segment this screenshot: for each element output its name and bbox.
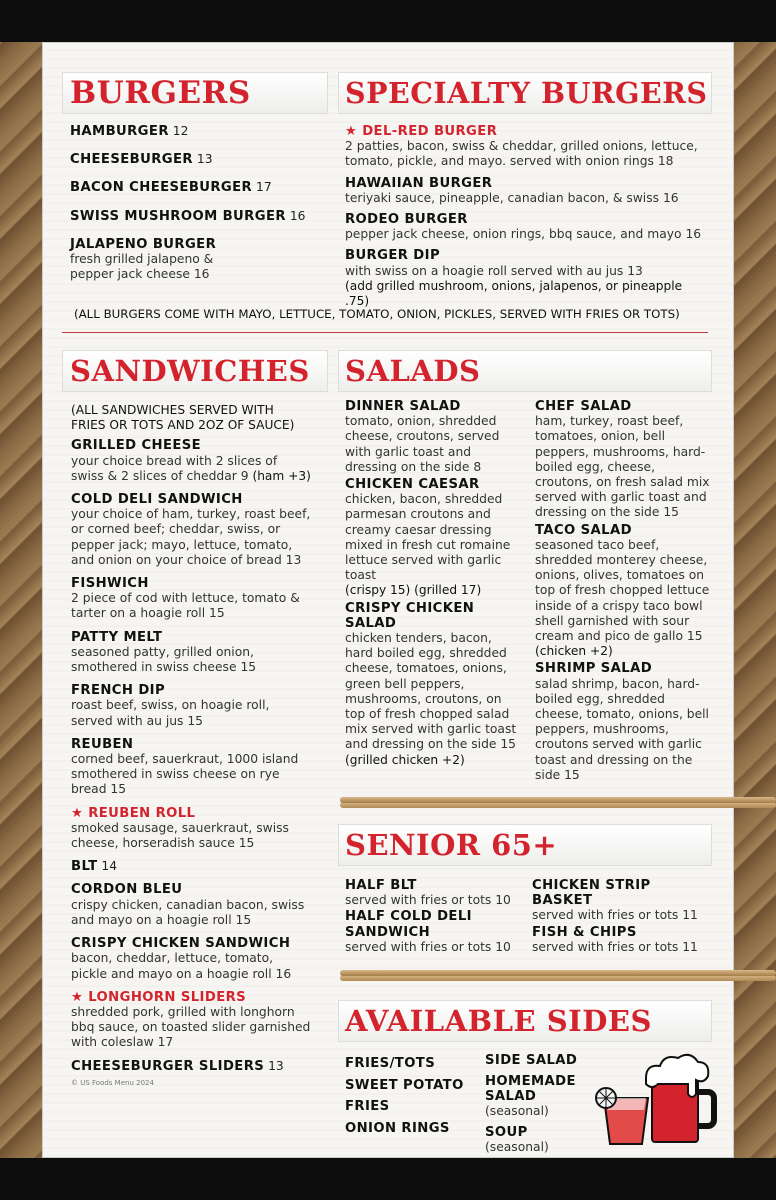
menu-item-name: CRISPY CHICKEN SALAD	[345, 600, 475, 631]
menu-item-desc: your choice of ham, turkey, roast beef, or corned beef; cheddar, swiss, or pepper jack; mayo, lettuce, tomato, and onion on your choice of bread 13	[71, 507, 311, 567]
menu-item-desc: chicken tenders, bacon, hard boiled egg, shredded cheese, tomatoes, onions, green bell peppers, mushrooms, croutons, on top of fresh chopped salad mix served with garlic toast and dressing on the side 15	[345, 631, 517, 752]
sides-right-list	[485, 1053, 595, 1156]
menu-item-name: SWISS MUSHROOM BURGER	[70, 208, 286, 224]
menu-item-name: CHICKEN CAESAR	[345, 477, 480, 493]
menu-item-name: PATTY MELT	[71, 629, 163, 645]
menu-item-desc: crispy chicken, canadian bacon, swiss and mayo on a hoagie roll 15	[71, 897, 305, 927]
menu-item-note: (add grilled mushroom, onions, jalapenos, or pineapple .75)	[345, 278, 683, 309]
salads-title: SALADS	[345, 354, 481, 388]
menu-item-name: HAWAIIAN BURGER	[345, 175, 493, 191]
menu-item-desc: with swiss on a hoagie roll served with au jus 13	[345, 263, 643, 278]
side-item: HOMEMADE SALAD	[485, 1074, 576, 1104]
menu-item-name: TACO SALAD	[535, 522, 632, 538]
side-item: SWEET POTATO FRIES	[345, 1077, 464, 1114]
senior-left-list	[345, 878, 525, 955]
menu-item-name: BLT	[71, 859, 98, 875]
menu-item-desc: served with fries or tots 11	[532, 939, 698, 954]
menu-item-name: COLD DELI SANDWICH	[71, 492, 243, 508]
menu-item-desc: seasoned patty, grilled onion, smothered in swiss cheese 15	[71, 644, 257, 675]
menu-item-name: FISH & CHIPS	[532, 924, 637, 940]
menu-item-name: ★ LONGHORN SLIDERS	[71, 989, 247, 1005]
side-item: SOUP	[485, 1125, 528, 1141]
menu-item-desc: pepper jack cheese, onion rings, bbq sauce, and mayo 16	[345, 227, 702, 242]
copyright: © US Foods Menu 2024	[71, 1078, 154, 1087]
menu-item-desc: teriyaki sauce, pineapple, canadian bacon, & swiss 16	[345, 190, 679, 205]
menu-item-desc: fresh grilled jalapeno &	[70, 252, 214, 267]
side-item: SIDE SALAD	[485, 1053, 578, 1068]
menu-item-name: ★ DEL-RED BURGER	[345, 124, 498, 139]
menu-item-name: SHRIMP SALAD	[535, 661, 653, 677]
menu-item-desc: your choice bread with 2 slices of swiss & 2 slices of cheddar 9	[71, 453, 278, 483]
bottom-border	[0, 1158, 776, 1200]
beer-mug-icon	[646, 1055, 714, 1142]
menu-item-name: CHEF SALAD	[535, 399, 632, 414]
menu-item-desc: served with fries or tots 11	[532, 908, 698, 923]
menu-item-desc: salad shrimp, bacon, hard-boiled egg, shredded cheese, tomato, onions, bell peppers, mushrooms, croutons served with garlic toast and dressing on the side 15	[535, 676, 709, 782]
sandwiches-title: SANDWICHES	[70, 354, 310, 388]
side-item: ONION RINGS	[345, 1120, 450, 1136]
burgers-title: BURGERS	[70, 75, 251, 111]
menu-item-name: CHEESEBURGER SLIDERS	[71, 1058, 265, 1074]
menu-item-name: BACON CHEESEBURGER	[70, 180, 253, 196]
section-divider	[62, 332, 708, 333]
menu-item-desc: shredded pork, grilled with longhorn bbq sauce, on toasted slider garnished with coleslaw 17	[71, 1004, 311, 1050]
menu-item-desc: ham, turkey, roast beef, tomatoes, onion, bell peppers, mushrooms, hard-boiled egg, cheese, croutons, on fresh salad mix served with garlic toast and dressing on the side 15	[535, 414, 710, 520]
menu-item-note: (crispy 15) (grilled 17)	[345, 583, 482, 598]
menu-item-note: (ham +3)	[252, 468, 311, 483]
menu-item-desc: chicken, bacon, shredded parmesan croutons and creamy caesar dressing mixed in fresh cut romaine lettuce served with garlic toast	[345, 492, 511, 583]
side-item-note: (seasonal)	[485, 1104, 549, 1118]
menu-item-name: CHEESEBURGER	[70, 152, 193, 168]
drinks-illustration	[594, 1052, 718, 1148]
menu-item-price: 17	[256, 180, 272, 195]
menu-item-price: 16	[289, 208, 306, 223]
menu-item-desc: bacon, cheddar, lettuce, tomato, pickle and mayo on a hoagie roll 16	[71, 951, 292, 981]
menu-item-desc: 2 piece of cod with lettuce, tomato & tarter on a hoagie roll 15	[71, 591, 300, 621]
menu-item-desc: smoked sausage, sauerkraut, swiss cheese, horseradish sauce 15	[71, 820, 289, 851]
specialty-list	[345, 124, 705, 309]
chopsticks-decoration	[340, 802, 776, 808]
menu-item-name: FISHWICH	[71, 576, 149, 592]
menu-item-price: 13	[268, 1058, 284, 1073]
sides-left-list	[345, 1053, 465, 1139]
sandwiches-list	[71, 403, 311, 1091]
menu-item-name: ★ REUBEN ROLL	[71, 805, 196, 821]
menu-item-name: CHICKEN STRIP BASKET	[532, 878, 651, 909]
menu-item-desc: roast beef, swiss, on hoagie roll, served with au jus 15	[71, 698, 270, 728]
menu-item-name: CRISPY CHICKEN SANDWICH	[71, 936, 291, 952]
menu-item-desc: served with fries or tots 10	[345, 893, 511, 908]
burgers-list	[70, 124, 332, 282]
menu-item-note: (chicken +2)	[535, 644, 613, 659]
menu-item-desc: pepper jack cheese 16	[70, 267, 210, 282]
burgers-footnote: (ALL BURGERS COME WITH MAYO, LETTUCE, TOMATO, ONION, PICKLES, SERVED WITH FRIES OR TOTS)	[74, 307, 680, 321]
top-border	[0, 0, 776, 42]
menu-item-name: HALF BLT	[345, 878, 417, 893]
menu-item-name: BURGER DIP	[345, 248, 441, 264]
chopsticks-decoration	[340, 975, 776, 981]
salads-left-list	[345, 399, 517, 768]
menu-item-desc: corned beef, sauerkraut, 1000 island smothered in swiss cheese on rye bread 15	[71, 752, 299, 797]
cocktail-glass-icon	[596, 1088, 648, 1144]
menu-item-name: CORDON BLEU	[71, 882, 183, 898]
menu-item-price: 13	[196, 152, 213, 167]
menu-item-name: GRILLED CHEESE	[71, 438, 202, 454]
menu-item-price: 14	[101, 859, 118, 874]
menu-item-desc: 2 patties, bacon, swiss & cheddar, grilled onions, lettuce, tomato, pickle, and mayo. served with onion rings 18	[345, 139, 698, 169]
menu-item-name: JALAPENO BURGER	[70, 236, 217, 252]
side-item-note: (seasonal)	[485, 1140, 549, 1155]
menu-item-desc: served with fries or tots 10	[345, 939, 511, 954]
menu-item-desc: seasoned taco beef, shredded monterey cheese, onions, olives, tomatoes on top of fresh chopped lettuce inside of a crispy taco bowl shell garnished with sour cream and pico de gallo 15	[535, 537, 710, 644]
menu-item-name: FRENCH DIP	[71, 683, 166, 699]
senior-title: SENIOR 65+	[345, 828, 558, 862]
sandwiches-intro: (ALL SANDWICHES SERVED WITH FRIES OR TOTS AND 2OZ OF SAUCE)	[71, 403, 295, 433]
salads-right-list	[535, 399, 710, 783]
menu-item-name: RODEO BURGER	[345, 212, 468, 228]
menu-item-price: 12	[172, 124, 189, 138]
sides-title: AVAILABLE SIDES	[345, 1004, 652, 1038]
menu-item-name: REUBEN	[71, 736, 134, 752]
menu-item-desc: tomato, onion, shredded cheese, croutons, served with garlic toast and dressing on the side 8	[345, 414, 500, 474]
menu-item-name: HALF COLD DELI SANDWICH	[345, 909, 472, 940]
specialty-title: SPECIALTY BURGERS	[345, 76, 708, 110]
senior-right-list	[532, 878, 710, 955]
menu-item-note: (grilled chicken +2)	[345, 752, 465, 767]
menu-item-name: HAMBURGER	[70, 124, 169, 139]
side-item: FRIES/TOTS	[345, 1056, 436, 1071]
menu-item-name: DINNER SALAD	[345, 399, 461, 414]
